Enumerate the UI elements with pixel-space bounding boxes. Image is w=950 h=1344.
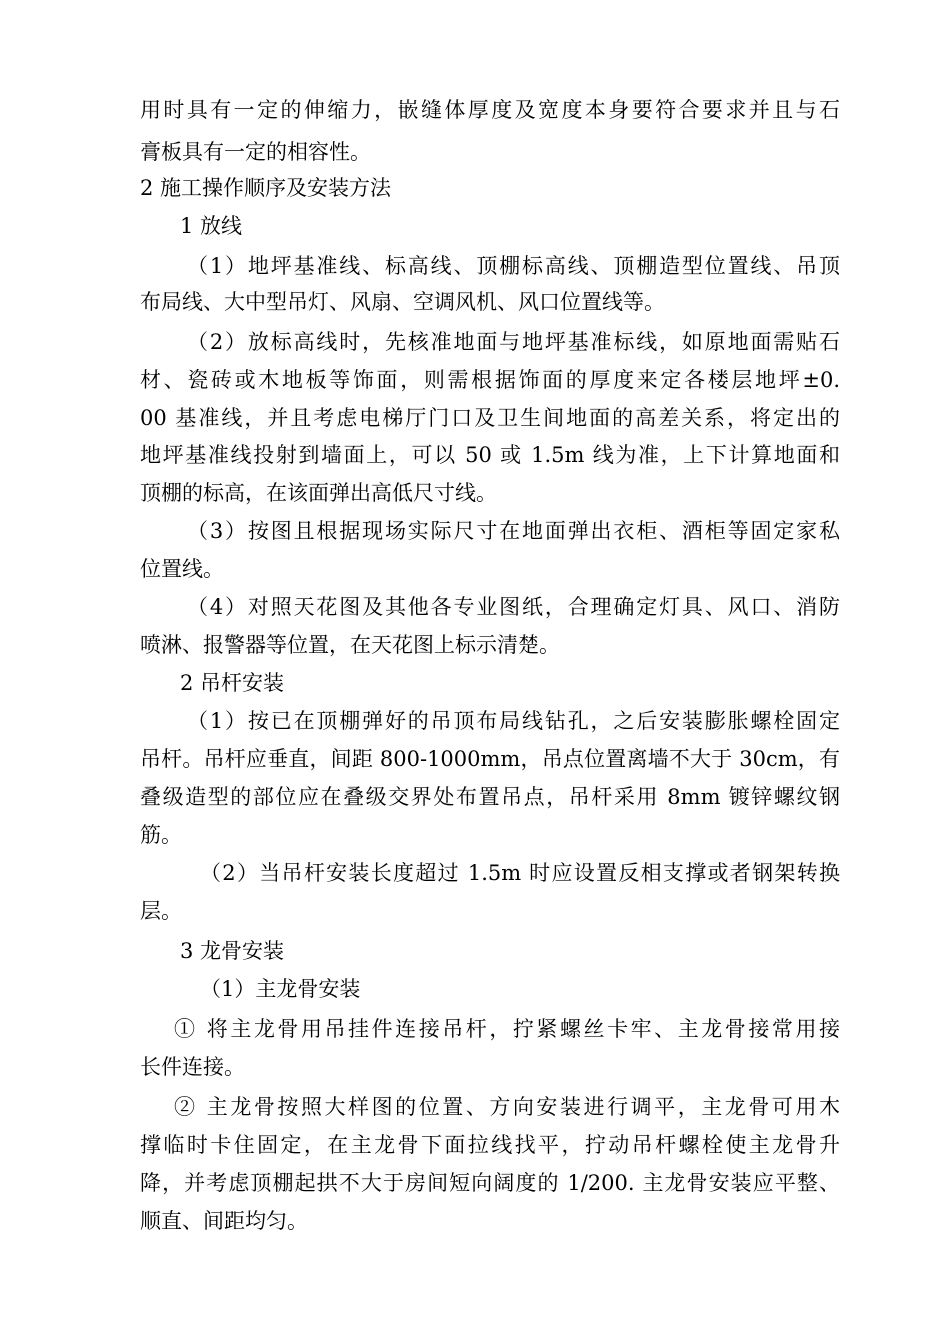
- text-line: （1）按已在顶棚弹好的吊顶布局线钻孔，之后安装膨胀螺栓固定: [187, 709, 840, 733]
- subsection-heading: 2 吊杆安装: [180, 671, 285, 695]
- text-line: 位置线。: [140, 557, 224, 581]
- text-line: 吊杆。吊杆应垂直，间距 800-1000mm，吊点位置离墙不大于 30cm，有: [140, 747, 840, 771]
- text-line: 层。: [140, 899, 182, 923]
- subsection-heading: （1）主龙骨安装: [200, 977, 361, 1001]
- text-line: 撑临时卡住固定，在主龙骨下面拉线找平，拧动吊杆螺栓使主龙骨升: [140, 1133, 840, 1157]
- text-line: 顺直、间距均匀。: [140, 1209, 308, 1233]
- text-line: 长件连接。: [140, 1055, 245, 1079]
- subsection-heading: 3 龙骨安装: [180, 939, 285, 963]
- subsection-heading: 1 放线: [180, 214, 243, 238]
- text-line: 布局线、大中型吊灯、风扇、空调风机、风口位置线等。: [140, 290, 665, 314]
- text-line: 降，并考虑顶棚起拱不大于房间短向阔度的 1/200. 主龙骨安装应平整、: [140, 1171, 840, 1195]
- text-line: （4）对照天花图及其他各专业图纸，合理确定灯具、风口、消防: [187, 595, 840, 619]
- text-line: ① 将主龙骨用吊挂件连接吊杆，拧紧螺丝卡牢、主龙骨接常用接: [174, 1017, 840, 1041]
- text-line: （1）地坪基准线、标高线、顶棚标高线、顶棚造型位置线、吊顶: [187, 254, 840, 278]
- text-line: 叠级造型的部位应在叠级交界处布置吊点，吊杆采用 8mm 镀锌螺纹钢: [140, 785, 840, 809]
- text-line: 地坪基准线投射到墙面上，可以 50 或 1.5m 线为准，上下计算地面和: [140, 443, 840, 467]
- text-line: 00 基准线，并且考虑电梯厅门口及卫生间地面的高差关系，将定出的: [140, 406, 840, 430]
- section-heading: 2 施工操作顺序及安装方法: [140, 176, 392, 200]
- text-line: 材、瓷砖或木地板等饰面，则需根据饰面的厚度来定各楼层地坪±0.: [140, 368, 840, 392]
- text-line: 喷淋、报警器等位置，在天花图上标示清楚。: [140, 633, 560, 657]
- text-line: 顶棚的标高，在该面弹出高低尺寸线。: [140, 481, 497, 505]
- text-line: （3）按图且根据现场实际尺寸在地面弹出衣柜、酒柜等固定家私: [187, 519, 840, 543]
- text-line: 用时具有一定的伸缩力，嵌缝体厚度及宽度本身要符合要求并且与石: [140, 98, 840, 122]
- text-line: （2）当吊杆安装长度超过 1.5m 时应设置反相支撑或者钢架转换: [200, 861, 840, 885]
- text-line: 筋。: [140, 823, 182, 847]
- text-line: （2）放标高线时，先核准地面与地坪基准标线，如原地面需贴石: [187, 330, 840, 354]
- text-line: 膏板具有一定的相容性。: [140, 140, 371, 164]
- text-line: ② 主龙骨按照大样图的位置、方向安装进行调平，主龙骨可用木: [174, 1095, 840, 1119]
